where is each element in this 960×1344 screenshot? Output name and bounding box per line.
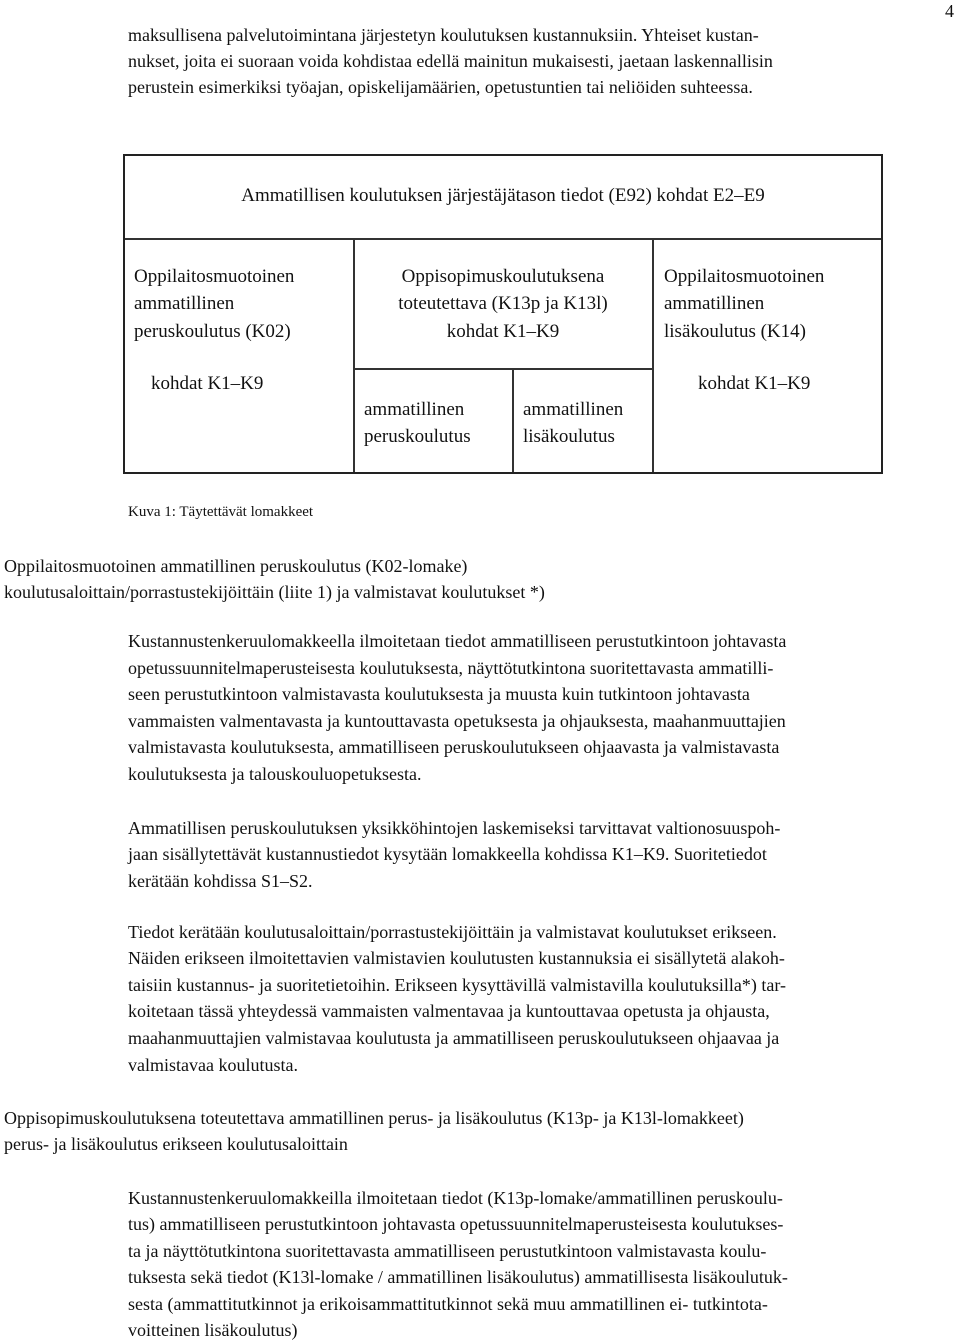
box-sublabel: kohdat K1–K9 (698, 373, 811, 394)
box-label: toteutettava (K13p ja K13l) (398, 293, 608, 314)
divider (512, 368, 514, 472)
text-line: voitteinen lisäkoulutus) (128, 1320, 298, 1340)
box-sublabel: ammatillinen (364, 399, 465, 420)
text-line: valmistavasta koulutuksesta, ammatilliseen peruskoulutukseen ohjaavasta ja valmistavasta (128, 737, 780, 757)
text-line: Näiden erikseen ilmoitettavien valmistavien koulutusten kustannuksia ei sisällytetä alakoh- (128, 948, 785, 968)
box-sublabel: lisäkoulutus (523, 426, 615, 447)
box-label: Oppisopimuskoulutuksena (401, 266, 605, 287)
text-line: maahanmuuttajien valmistavaa koulutusta ja ammatilliseen peruskoulutukseen ohjaavaa ja (128, 1028, 780, 1048)
text-line: perustein esimerkiksi työajan, opiskelijamäärien, opetustuntien tai neliöiden suhteessa. (128, 77, 753, 97)
box-sublabel: ammatillinen (523, 399, 624, 420)
text-line: Ammatillisen peruskoulutuksen yksikköhintojen laskemiseksi tarvittavat valtionosuuspoh- (128, 818, 781, 838)
text-line: sesta (ammattitutkinnot ja erikoisammattitutkinnot sekä muu ammatillinen ei- tutkintota- (128, 1294, 768, 1314)
text-line: taisiin kustannus- ja suoritetietoihin. Erikseen kysyttävillä valmistavilla koulutuksilla*) tar- (128, 975, 787, 995)
text-line: koulutuksesta ja talouskouluopetuksesta. (128, 764, 422, 784)
box-label: ammatillinen (134, 293, 235, 314)
box-label: Oppilaitosmuotoinen (134, 266, 295, 287)
box-sublabel: peruskoulutus (364, 426, 471, 447)
text-line: Tiedot kerätään koulutusaloittain/porrastustekijöittäin ja valmistavat koulutukset erikseen. (128, 922, 777, 942)
text-line: kerätään kohdissa S1–S2. (128, 871, 313, 891)
box-label: kohdat K1–K9 (446, 321, 560, 342)
box-label: ammatillinen (664, 293, 765, 314)
diagram-title: Ammatillisen koulutuksen järjestäjätason tiedot (E92) kohdat E2–E9 (241, 185, 765, 206)
box-sublabel: kohdat K1–K9 (151, 373, 264, 394)
divider (125, 238, 881, 240)
text-line: tus) ammatilliseen perustutkintoon johtavasta opetussuunnitelmaperusteisesta koulutukses- (128, 1214, 784, 1234)
text-line: maksullisena palvelutoimintana järjestetyn koulutuksen kustannuksiin. Yhteiset kustan- (128, 25, 759, 45)
text-line: koitetaan tässä yhteydessä vammaisten valmentavaa ja kuntouttavaa opetusta ja ohjausta, (128, 1001, 770, 1021)
text-line: tuksesta sekä tiedot (K13l-lomake / ammatillinen lisäkoulutus) ammatillisesta lisäkoulutuk- (128, 1267, 788, 1287)
text-line: vammaisten valmentavasta ja kuntouttavasta opetuksesta ja ohjauksesta, maahanmuuttajien (128, 711, 786, 731)
text-line: seen perustutkintoon valmistavasta koulutuksesta ja muusta kuin tutkintoon johtavasta (128, 684, 750, 704)
text-line: jaan sisällytettävät kustannustiedot kysytään lomakkeella kohdissa K1–K9. Suoritetiedot (128, 844, 767, 864)
heading-line: Oppilaitosmuotoinen ammatillinen peruskoulutus (K02-lomake) (4, 556, 468, 576)
box-label: Oppilaitosmuotoinen (664, 266, 825, 287)
text-line: opetussuunnitelmaperusteisesta koulutuksesta, näyttötutkintona suoritettavasta ammatilli- (128, 658, 774, 678)
text-line: nukset, joita ei suoraan voida kohdistaa edellä mainitun mukaisesti, jaetaan laskennallisin (128, 51, 773, 71)
text-line: Kustannustenkeruulomakkeella ilmoitetaan tiedot ammatilliseen perustutkintoon johtavasta (128, 631, 787, 651)
box-label: lisäkoulutus (K14) (664, 321, 806, 342)
heading-line: koulutusaloittain/porrastustekijöittäin (liite 1) ja valmistavat koulutukset *) (4, 582, 545, 602)
heading-line: perus- ja lisäkoulutus erikseen koulutusaloittain (4, 1134, 348, 1154)
text-line: ta ja näyttötutkintona suoritettavasta ammatilliseen perustutkintoon valmistavasta koulu- (128, 1241, 767, 1261)
page-number: 4 (945, 1, 954, 21)
box-label: peruskoulutus (K02) (134, 321, 291, 342)
figure-caption: Kuva 1: Täytettävät lomakkeet (128, 504, 314, 520)
text-line: Kustannustenkeruulomakkeilla ilmoitetaan tiedot (K13p-lomake/ammatillinen peruskoulu- (128, 1188, 783, 1208)
divider (353, 368, 653, 370)
text-line: valmistavaa koulutusta. (128, 1055, 298, 1075)
divider (652, 238, 654, 472)
forms-diagram (123, 154, 883, 474)
heading-line: Oppisopimuskoulutuksena toteutettava ammatillinen perus- ja lisäkoulutus (K13p- ja K13l-lomakkeet) (4, 1108, 744, 1128)
